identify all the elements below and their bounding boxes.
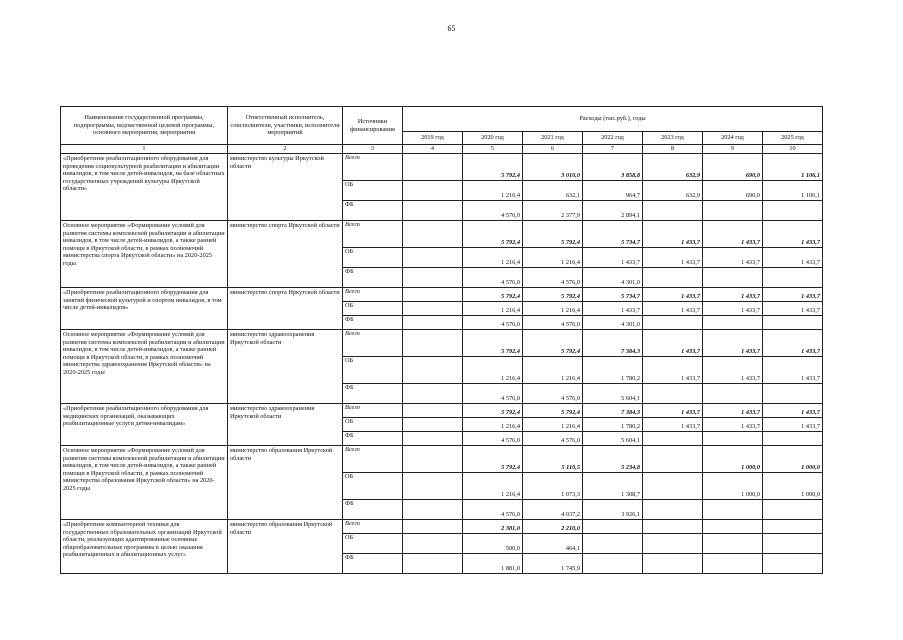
expense-value: 632,1 — [523, 181, 583, 201]
expense-value: 4 301,0 — [583, 268, 643, 288]
expense-value: 1 433,7 — [703, 418, 763, 432]
expense-value: 4 576,0 — [463, 268, 523, 288]
expense-value: 1 433,7 — [643, 418, 703, 432]
header-expenses: Расходы (тыс.руб.), годы — [403, 107, 823, 132]
expense-value — [403, 181, 463, 201]
expense-value: 1 433,7 — [763, 221, 823, 248]
funding-source: Всего — [343, 520, 403, 534]
expense-value: 1 433,7 — [583, 302, 643, 316]
expense-value — [703, 384, 763, 404]
expense-value: 1 216,4 — [523, 302, 583, 316]
activity-name: Основное мероприятие «Формирование условий для развития системы комплексной реабилитации и абилитации инвалидов, в том числе детей-инвалидов, а также ранней помощи в Иркутской области, в рамках полномочий министерства образования Иркутской области» на 2020-2025 годы — [61, 446, 228, 520]
expense-value: 3 010,0 — [523, 154, 583, 181]
expense-value: 1 216,4 — [463, 357, 523, 384]
expense-value: 1 433,7 — [703, 288, 763, 302]
column-number: 8 — [643, 145, 703, 154]
expense-value: 5 792,4 — [463, 221, 523, 248]
expense-value — [403, 288, 463, 302]
expense-value — [403, 357, 463, 384]
expense-value: 1 216,4 — [463, 248, 523, 268]
expense-value: 1 433,7 — [583, 248, 643, 268]
expense-value: 1 308,7 — [583, 473, 643, 500]
expense-value: 632,9 — [643, 154, 703, 181]
column-number: 7 — [583, 145, 643, 154]
expense-value: 1 780,2 — [583, 357, 643, 384]
expense-value: 5 792,4 — [463, 154, 523, 181]
expense-value: 5 792,4 — [523, 330, 583, 357]
expense-value — [763, 268, 823, 288]
expense-value — [703, 534, 763, 554]
responsible-executor: министерство образования Иркутской области — [228, 446, 343, 520]
funding-source: ОБ — [343, 473, 403, 500]
expense-value: 1 433,7 — [703, 248, 763, 268]
expense-value: 2 894,1 — [583, 201, 643, 221]
funding-source: ОБ — [343, 248, 403, 268]
expense-value — [403, 330, 463, 357]
expense-value: 1 106,1 — [763, 154, 823, 181]
expense-value: 1 433,7 — [763, 418, 823, 432]
expense-value: 3 858,8 — [583, 154, 643, 181]
expense-value — [403, 201, 463, 221]
expense-value: 4 301,0 — [583, 316, 643, 330]
expense-value — [643, 201, 703, 221]
expense-value: 964,7 — [583, 181, 643, 201]
column-number: 10 — [763, 145, 823, 154]
expense-value: 4 576,0 — [523, 384, 583, 404]
expense-value: 2 381,0 — [463, 520, 523, 534]
header-year: 2021 год — [523, 132, 583, 145]
expense-value: 4 576,0 — [463, 316, 523, 330]
expense-value — [643, 554, 703, 574]
table-row — [61, 288, 823, 302]
expense-value: 1 216,4 — [463, 302, 523, 316]
activity-name: «Приобретение реабилитационного оборудования для медицинских организаций, оказывающих реабилитационные услуги детям-инвалидам» — [61, 404, 228, 446]
funding-source: ФБ — [343, 316, 403, 330]
expense-value: 5 792,4 — [463, 288, 523, 302]
expense-value — [763, 316, 823, 330]
expense-value: 5 792,4 — [463, 404, 523, 418]
header-year: 2020 год — [463, 132, 523, 145]
activity-name: «Приобретение реабилитационного оборудования для проведения социокультурной реабилитации и абилитации инвалидов, в том числе детей-инвалидов, на базе областных государственных учреждений культуры Иркутской области» — [61, 154, 228, 221]
expense-value: 1 745,9 — [523, 554, 583, 574]
header-year: 2024 год — [703, 132, 763, 145]
funding-source: ФБ — [343, 384, 403, 404]
responsible-executor: министерство здравоохранения Иркутской области — [228, 404, 343, 446]
page-number: 65 — [447, 24, 456, 33]
expense-value: 5 792,4 — [523, 288, 583, 302]
expense-value — [643, 446, 703, 473]
expense-value: 1 433,7 — [643, 288, 703, 302]
expense-value: 1 433,7 — [643, 302, 703, 316]
responsible-executor: министерство образования Иркутской области — [228, 520, 343, 574]
expense-value: 1 433,7 — [643, 357, 703, 384]
funding-source: ФБ — [343, 500, 403, 520]
column-number: 2 — [228, 145, 343, 154]
expense-value: 1 433,7 — [643, 221, 703, 248]
table-row — [61, 520, 823, 534]
expense-value: 1 433,7 — [763, 404, 823, 418]
responsible-executor: министерство культуры Иркутской области — [228, 154, 343, 221]
responsible-executor: министерство спорта Иркутской области — [228, 288, 343, 330]
funding-source: ОБ — [343, 302, 403, 316]
expense-value: 4 576,0 — [463, 500, 523, 520]
expense-value: 1 433,7 — [763, 288, 823, 302]
expense-value — [403, 221, 463, 248]
expense-value — [643, 268, 703, 288]
expense-value — [643, 534, 703, 554]
expense-value — [403, 316, 463, 330]
table-row — [61, 221, 823, 248]
expense-value — [643, 316, 703, 330]
expense-value: 5 792,4 — [523, 221, 583, 248]
expense-value: 1 000,0 — [703, 473, 763, 500]
expense-value: 4 576,0 — [463, 432, 523, 446]
responsible-executor: министерство здравоохранения Иркутской области — [228, 330, 343, 404]
responsible-executor: министерство спорта Иркутской области — [228, 221, 343, 288]
expense-value — [763, 384, 823, 404]
expense-value: 5 792,4 — [523, 404, 583, 418]
expense-value — [763, 500, 823, 520]
header-source: Источники финансирования — [343, 107, 403, 145]
expense-value: 4 576,0 — [523, 268, 583, 288]
expense-value: 2 210,0 — [523, 520, 583, 534]
expense-value: 690,0 — [703, 181, 763, 201]
expense-value: 1 433,7 — [703, 302, 763, 316]
activity-name: «Приобретение реабилитационного оборудования для занятий физической культурой и спортом инвалидов, в том числе детей-инвалидов» — [61, 288, 228, 330]
expense-value: 1 433,7 — [703, 404, 763, 418]
funding-source: ФБ — [343, 432, 403, 446]
expense-value: 5 110,5 — [523, 446, 583, 473]
funding-source: ОБ — [343, 357, 403, 384]
funding-source: ОБ — [343, 181, 403, 201]
expense-value: 1 000,0 — [703, 446, 763, 473]
expense-value: 4 576,0 — [463, 384, 523, 404]
column-number: 3 — [343, 145, 403, 154]
expense-value — [703, 432, 763, 446]
table-row — [61, 330, 823, 357]
expense-value — [763, 554, 823, 574]
activity-name: Основное мероприятие «Формирование условий для развития системы комплексной реабилитации и абилитации инвалидов, в том числе детей-инвалидов, а также ранней помощи в Иркутской области, в рамках полномочий министерства здравоохранения Иркутской области» на 2020-2025 годы — [61, 330, 228, 404]
expense-value — [403, 432, 463, 446]
expense-value — [403, 520, 463, 534]
expense-value: 4 576,0 — [523, 432, 583, 446]
expense-value: 1 433,7 — [643, 330, 703, 357]
expense-value: 1 433,7 — [643, 248, 703, 268]
expense-value: 1 881,0 — [463, 554, 523, 574]
expense-value — [643, 384, 703, 404]
budget-table — [60, 106, 823, 574]
expense-value: 4 037,2 — [523, 500, 583, 520]
table-row — [61, 446, 823, 473]
expense-value — [643, 520, 703, 534]
expense-value: 1 780,2 — [583, 418, 643, 432]
column-number: 5 — [463, 145, 523, 154]
expense-value — [703, 201, 763, 221]
expense-value: 7 384,3 — [583, 330, 643, 357]
expense-value — [583, 534, 643, 554]
funding-source: ФБ — [343, 268, 403, 288]
expense-value: 7 384,3 — [583, 404, 643, 418]
header-year: 2019 год — [403, 132, 463, 145]
expense-value: 5 604,1 — [583, 432, 643, 446]
expense-value: 4 576,0 — [523, 316, 583, 330]
expense-value — [643, 473, 703, 500]
column-number: 9 — [703, 145, 763, 154]
expense-value — [703, 500, 763, 520]
expense-value — [763, 201, 823, 221]
expense-value — [403, 404, 463, 418]
expense-value — [703, 268, 763, 288]
expense-value: 500,0 — [463, 534, 523, 554]
expense-value: 1 433,7 — [763, 302, 823, 316]
expense-value — [763, 432, 823, 446]
funding-source: Всего — [343, 446, 403, 473]
expense-value — [703, 316, 763, 330]
expense-value — [643, 500, 703, 520]
funding-source: Всего — [343, 404, 403, 418]
expense-value — [403, 268, 463, 288]
expense-value — [583, 554, 643, 574]
expense-value: 5 792,4 — [463, 446, 523, 473]
header-year: 2022 год — [583, 132, 643, 145]
expense-value: 1 433,7 — [703, 330, 763, 357]
column-number: 1 — [61, 145, 228, 154]
funding-source: Всего — [343, 221, 403, 248]
expense-value: 1 216,4 — [523, 357, 583, 384]
expense-value — [763, 520, 823, 534]
activity-name: «Приобретение компьютерной техники для государственных образовательных организаций Иркутской области, реализующих адаптированные основные общеобразовательные программы в целью оказания реабилитационных и абилитационных услуг» — [61, 520, 228, 574]
header-year: 2023 год — [643, 132, 703, 145]
expense-value — [403, 446, 463, 473]
expense-value: 464,1 — [523, 534, 583, 554]
expense-value: 1 433,7 — [703, 357, 763, 384]
expense-value: 5 234,8 — [583, 446, 643, 473]
expense-value: 2 377,9 — [523, 201, 583, 221]
funding-source: ОБ — [343, 418, 403, 432]
funding-source: Всего — [343, 330, 403, 357]
expense-value — [643, 432, 703, 446]
expense-value: 1 106,1 — [763, 181, 823, 201]
funding-source: ФБ — [343, 201, 403, 221]
expense-value — [703, 520, 763, 534]
expense-value: 1 216,4 — [523, 248, 583, 268]
expense-value — [403, 248, 463, 268]
funding-source: ОБ — [343, 534, 403, 554]
header-name: Наименование государственной программы, подпрограммы, ведомственной целевой программы, основного мероприятия, мероприятия — [61, 107, 228, 145]
expense-value: 3 926,1 — [583, 500, 643, 520]
expense-value: 1 216,4 — [463, 181, 523, 201]
expense-value: 1 000,0 — [763, 446, 823, 473]
expense-value — [403, 384, 463, 404]
expense-value — [403, 418, 463, 432]
expense-value: 1 433,7 — [703, 221, 763, 248]
expense-value — [583, 520, 643, 534]
expense-value: 1 433,7 — [763, 357, 823, 384]
expense-value: 4 576,0 — [463, 201, 523, 221]
expense-value: 1 433,7 — [763, 330, 823, 357]
expense-value: 1 216,4 — [523, 418, 583, 432]
column-number: 6 — [523, 145, 583, 154]
expense-value: 1 433,7 — [643, 404, 703, 418]
activity-name: Основное мероприятие «Формирование условий для развития системы комплексной реабилитации и абилитации инвалидов, в том числе детей-инвалидов, а также ранней помощи в Иркутской области, в рамках полномочий министерства спорта Иркутской области» на 2020-2025 годы — [61, 221, 228, 288]
expense-value: 632,9 — [643, 181, 703, 201]
expense-value: 5 734,7 — [583, 221, 643, 248]
expense-value — [763, 534, 823, 554]
expense-value — [403, 473, 463, 500]
expense-value: 1 216,4 — [463, 418, 523, 432]
expense-value: 5 604,1 — [583, 384, 643, 404]
expense-value: 1 216,4 — [463, 473, 523, 500]
expense-value — [403, 554, 463, 574]
header-responsible: Ответственный исполнитель, соисполнители, участники, исполнители мероприятий — [228, 107, 343, 145]
expense-value — [403, 154, 463, 181]
funding-source: Всего — [343, 154, 403, 181]
expense-value — [703, 554, 763, 574]
funding-source: Всего — [343, 288, 403, 302]
expense-value — [403, 302, 463, 316]
expense-value: 1 000,0 — [763, 473, 823, 500]
header-year: 2025 год — [763, 132, 823, 145]
expense-value: 690,0 — [703, 154, 763, 181]
expense-value: 1 073,3 — [523, 473, 583, 500]
column-number: 4 — [403, 145, 463, 154]
expense-value — [403, 534, 463, 554]
expense-value: 5 792,4 — [463, 330, 523, 357]
expense-value: 1 433,7 — [763, 248, 823, 268]
table-row — [61, 404, 823, 418]
expense-value — [403, 500, 463, 520]
table-row — [61, 154, 823, 181]
expense-value: 5 734,7 — [583, 288, 643, 302]
funding-source: ФБ — [343, 554, 403, 574]
